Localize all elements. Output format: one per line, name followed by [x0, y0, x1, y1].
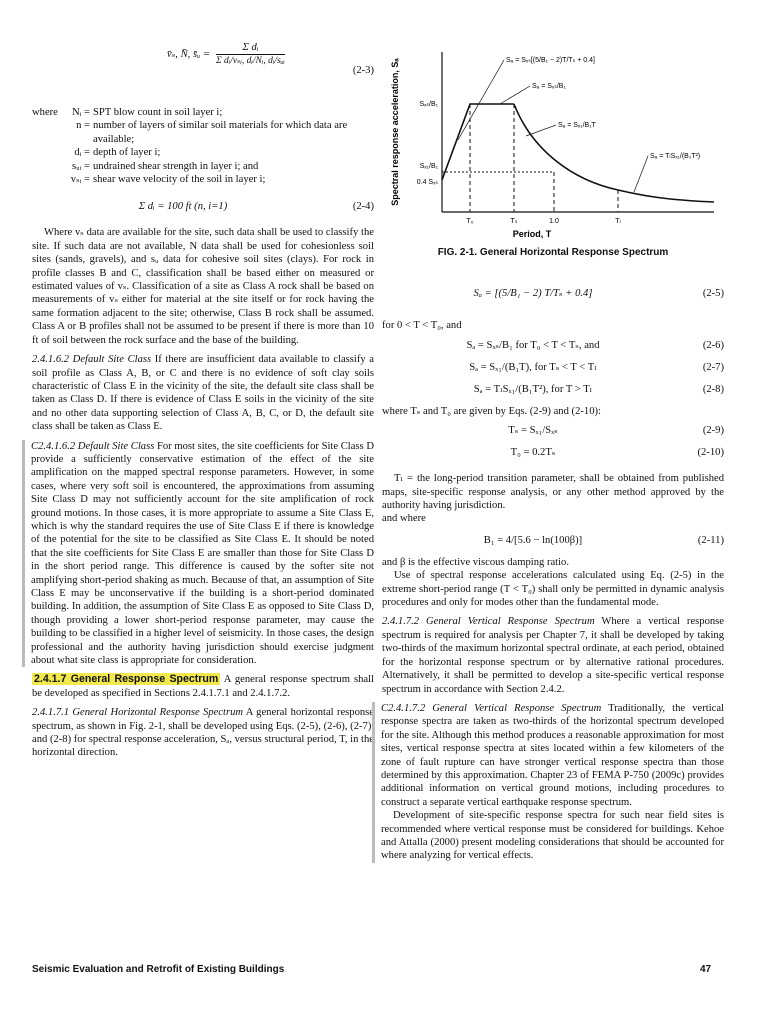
- def-key: n =: [76, 120, 90, 132]
- eq-2-6-expr: Sₐ = Sₓₛ/B₁ for T₀ < T < Tₛ, and: [466, 339, 600, 351]
- eq-2-11-number: (2-11): [697, 534, 724, 546]
- def-key: sᵤᵢ =: [72, 160, 90, 172]
- commentary-title: C2.4.1.7.2 General Vertical Response Spectrum: [381, 702, 602, 714]
- section-default-site-class: [32, 353, 374, 433]
- tl-paragraph: Tₗ = the long-period transition parameter, shall be obtained from published maps, site-specific response analysis, or any other method approved by the authority having jurisdiction.: [382, 473, 724, 512]
- left-column: [32, 40, 374, 766]
- eq-2-10-expr: T₀ = 0.2Tₛ: [510, 447, 556, 459]
- def-value: number of layers of similar soil materials for which data are available;: [93, 120, 348, 145]
- eq-2-10-number: (2-10): [697, 447, 724, 459]
- def-key: dᵢ =: [74, 147, 90, 159]
- eq-2-3-numerator: Σ dᵢ: [216, 42, 285, 55]
- y-label-sxs: Sₓₛ/B₁: [419, 101, 438, 108]
- annotation-descending: Sₐ = Sₓ₁/B₁T: [558, 122, 596, 129]
- eq-2-9-expr: Tₛ = Sₓ₁/Sₓₛ: [508, 425, 558, 437]
- section-general-horizontal-response-spectrum: [32, 706, 374, 760]
- definition-row: [32, 160, 374, 173]
- def-key: vₛᵢ =: [70, 174, 90, 186]
- equation-2-11: [382, 528, 724, 554]
- eq-2-11-expr: B₁ = 4/[5.6 − ln(100β)]: [483, 534, 583, 546]
- annotation-rising: Sₐ = Sₓₛ[(5/B₁ − 2)T/Tₛ + 0.4]: [506, 57, 595, 64]
- and-where: and where: [382, 513, 426, 525]
- eq-2-9-number: (2-9): [702, 425, 724, 437]
- def-value: SPT blow count in soil layer i;: [93, 107, 223, 118]
- commentary-text: For most sites, the site coefficients for Site Class D provide a sufficiently conservative estimation of the effect of the site amplification on the mapped spectral response parameters. However, in some cases, where very soft soil is encountered, the approximations from assuming Site Class D may not sufficiently account for the site amplification of rock ground motions. In those cases, it is more appropriate to assume a Site Class E, which is why the standard requires the use of Site Class E if there is knowledge of the potential for the site to be classified as Site Class E. It should be noted that the site coefficients for Site Class E are smaller than those for Site Class D in the short period range. This difference is caused by the softer site not amplifying short-period shaking as much. Because of that, an assumption of Site Class E may be unconservative if the building is a short-period dominated building. In addition, the assumption of Site Class E as opposed to Site Class D, though providing a lower short-period response parameter, may cause the building to be classified in a higher level of seismicity. In those cases, the design professional and the authority having jurisdiction should exercise judgment about what site class is appropriate for consideration.: [31, 440, 374, 667]
- equation-2-9: [382, 424, 724, 444]
- commentary-title: C2.4.1.6.2 Default Site Class: [31, 440, 155, 452]
- eq-2-3-fraction: [216, 42, 285, 67]
- definition-row: [32, 146, 374, 159]
- eq-2-7-expr: Sₐ = Sₓ₁/(B₁T), for Tₛ < T < Tₗ: [469, 361, 597, 373]
- page-number: 47: [700, 964, 712, 975]
- leader-plateau: [500, 86, 530, 104]
- leader-rising: [458, 60, 504, 140]
- definition-row: [32, 119, 374, 146]
- eq-2-5-number: (2-5): [702, 288, 724, 300]
- eq-2-4-expr: Σ dᵢ = 100 ft (n, i=1): [138, 201, 228, 213]
- section-text: Where a vertical response spectrum is required for analysis per Chapter 7, it shall be developed by taking two-thirds of the maximum horizontal spectral ordinate, at each period, obtained for the horizontal response spectrum or by alternative rational procedures. Alternatively, it shall be permitted to develop a site-specific vertical response spectrum in accordance with Section 2.4.2.: [382, 616, 724, 695]
- eq-2-3-denominator: Σ dᵢ/vₛᵢ, dᵢ/Nᵢ, dᵢ/sᵤᵢ: [216, 56, 285, 66]
- definition-row: [32, 106, 374, 119]
- eq-2-8-number: (2-8): [702, 383, 724, 395]
- equation-2-8: [382, 383, 724, 403]
- use-paragraph: Use of spectral response accelerations calculated using Eq. (2-5) in the extreme short-period range (T < T₀) shall only be permitted in dynamic analysis procedures and only for modes other than the fundamental mode.: [382, 570, 724, 609]
- equation-2-6: [382, 339, 724, 359]
- section-title: 2.4.1.7.1 General Horizontal Response Spectrum: [32, 707, 244, 719]
- section-general-vertical-response-spectrum: [382, 615, 724, 695]
- y-label-sx1: Sₓ₁/B₁: [419, 163, 438, 170]
- where-lead: where: [32, 107, 58, 118]
- section-general-response-spectrum: [32, 673, 374, 700]
- curve-rising-plateau: [442, 104, 514, 180]
- commentary-text: Traditionally, the vertical response spectra are taken as two-thirds of the horizontal spectrum developed for the site. Although this method produces a reasonable approximation for most sites, vertical response spectra at sites located within a few kilometers of the zone of fault rupture can have stronger vertical response spectra than those determined by this approximation. Chapter 23 of FEMA P-750 (2009c) provides additional information on vertical ground motions, including procedures to construct a separate vertical earthquake response spectrum.: [381, 702, 724, 808]
- x-axis-title: Period, T: [512, 229, 552, 239]
- section-text: A general horizontal response spectrum, as shown in Fig. 2-1, shall be developed using Eqs. (2-5), (2-6), (2-7), and (2-8) for spectral response acceleration, Sₐ, versus structural period, T, in the horizontal direction.: [32, 707, 374, 759]
- eq-2-7-number: (2-7): [702, 361, 724, 373]
- beta-line: and β is the effective viscous damping ratio.: [382, 556, 570, 568]
- annotation-plateau: Sₐ = Sₓₛ/B₁: [532, 83, 566, 90]
- equation-2-7: [382, 361, 724, 381]
- equation-2-5: [382, 273, 724, 317]
- def-value: shear wave velocity of the soil in layer i;: [93, 174, 266, 186]
- response-spectrum-diagram: [382, 40, 724, 240]
- def-value: depth of layer i;: [93, 147, 161, 159]
- y-label-04sxs: 0.4 Sₓₛ: [416, 179, 438, 186]
- x-label-one: 1.0: [549, 218, 559, 225]
- footer-title: Seismic Evaluation and Retrofit of Existing Buildings: [32, 964, 285, 975]
- eq-2-4-number: (2-4): [352, 201, 374, 213]
- section-title: 2.4.1.6.2 Default Site Class: [32, 354, 152, 366]
- range-line: for 0 < T < T₀, and: [382, 320, 462, 332]
- def-value: undrained shear strength in layer i; and: [93, 160, 259, 172]
- figure-caption: FIG. 2-1. General Horizontal Response Spectrum: [437, 247, 669, 258]
- commentary-paragraph: Development of site-specific response spectra for such near field sites is recommended where vertical response must be considered for buildings. Kehoe and Attalla (2000) present modeling considerations that should be accounted for where analyzing for vertical effects.: [381, 810, 724, 862]
- annotation-long-period: Sₐ = TₗSₓ₁/(B₁T²): [650, 153, 701, 160]
- section-text: If there are insufficient data available to classify a soil profile as Class A, B, or C and there is no evidence of soft clay soils characteristic of Class E in the vicinity of the site, the default site class shall be taken as Class D. If there is evidence of Class E soils in the vicinity of the site and no other data supporting selection of Class A, B, C, or D, the default site class shall be taken as Class E.: [32, 354, 374, 433]
- commentary-default-site-class: [22, 440, 374, 668]
- section-text: A general response spectrum shall be developed as specified in Sections 2.4.1.7.1 and 2.4.1.7.2.: [32, 674, 374, 699]
- right-column: [382, 40, 724, 869]
- highlighted-section-title: 2.4.1.7 General Response Spectrum: [34, 673, 219, 686]
- equation-2-10: [382, 446, 724, 466]
- equation-2-3: [32, 42, 374, 104]
- eq-2-8-expr: Sₐ = TₗSₓ₁/(B₁T²), for T > Tₗ: [473, 383, 593, 395]
- def-key: Nᵢ =: [71, 107, 90, 118]
- leader-descending: [526, 125, 556, 136]
- eq-2-6-number: (2-6): [702, 339, 724, 351]
- eq-2-5-expr: Sₐ = [(5/B₁ − 2) T/Tₛ + 0.4]: [473, 288, 593, 300]
- eq-2-3-lhs: v̄ₛ, N̄, s̄ᵤ =: [167, 48, 210, 60]
- section-title: 2.4.1.7.2 General Vertical Response Spectrum: [382, 616, 595, 628]
- leader-long-period: [634, 156, 648, 192]
- eq-2-3-number: (2-3): [352, 65, 374, 76]
- commentary-general-vertical-response-spectrum: [372, 702, 724, 863]
- figure-2-1: [382, 40, 724, 240]
- y-axis-title: Spectral response acceleration, Sₐ: [390, 58, 400, 206]
- paragraph-site-data: Where vₛ data are available for the site, such data shall be used to classify the site. If such data are not available, N data shall be used for cohesionless soil sites (sands, gravels), and sᵤ data for cohesive soil sites (clays). For rock in profile classes B and C, classification shall be based either on measured or estimated values of vₛ. Classification of a site as Class A rock shall be based on measurements of vₛ either for material at the site itself or for rock having the same formation adjacent to the site; otherwise, Class B rock shall be assumed. Class A or B profiles shall not be assumed to be present if there is more than 10 ft of soil between the rock surface and the base of the building.: [32, 227, 374, 346]
- equation-2-4: [32, 188, 374, 224]
- x-label-t0: T₀: [466, 218, 474, 225]
- x-label-ts: Tₛ: [510, 218, 518, 225]
- definition-row: [32, 173, 374, 186]
- where-line: where Tₛ and T₀ are given by Eqs. (2-9) and (2-10):: [382, 405, 601, 417]
- x-label-tl: Tₗ: [615, 218, 621, 225]
